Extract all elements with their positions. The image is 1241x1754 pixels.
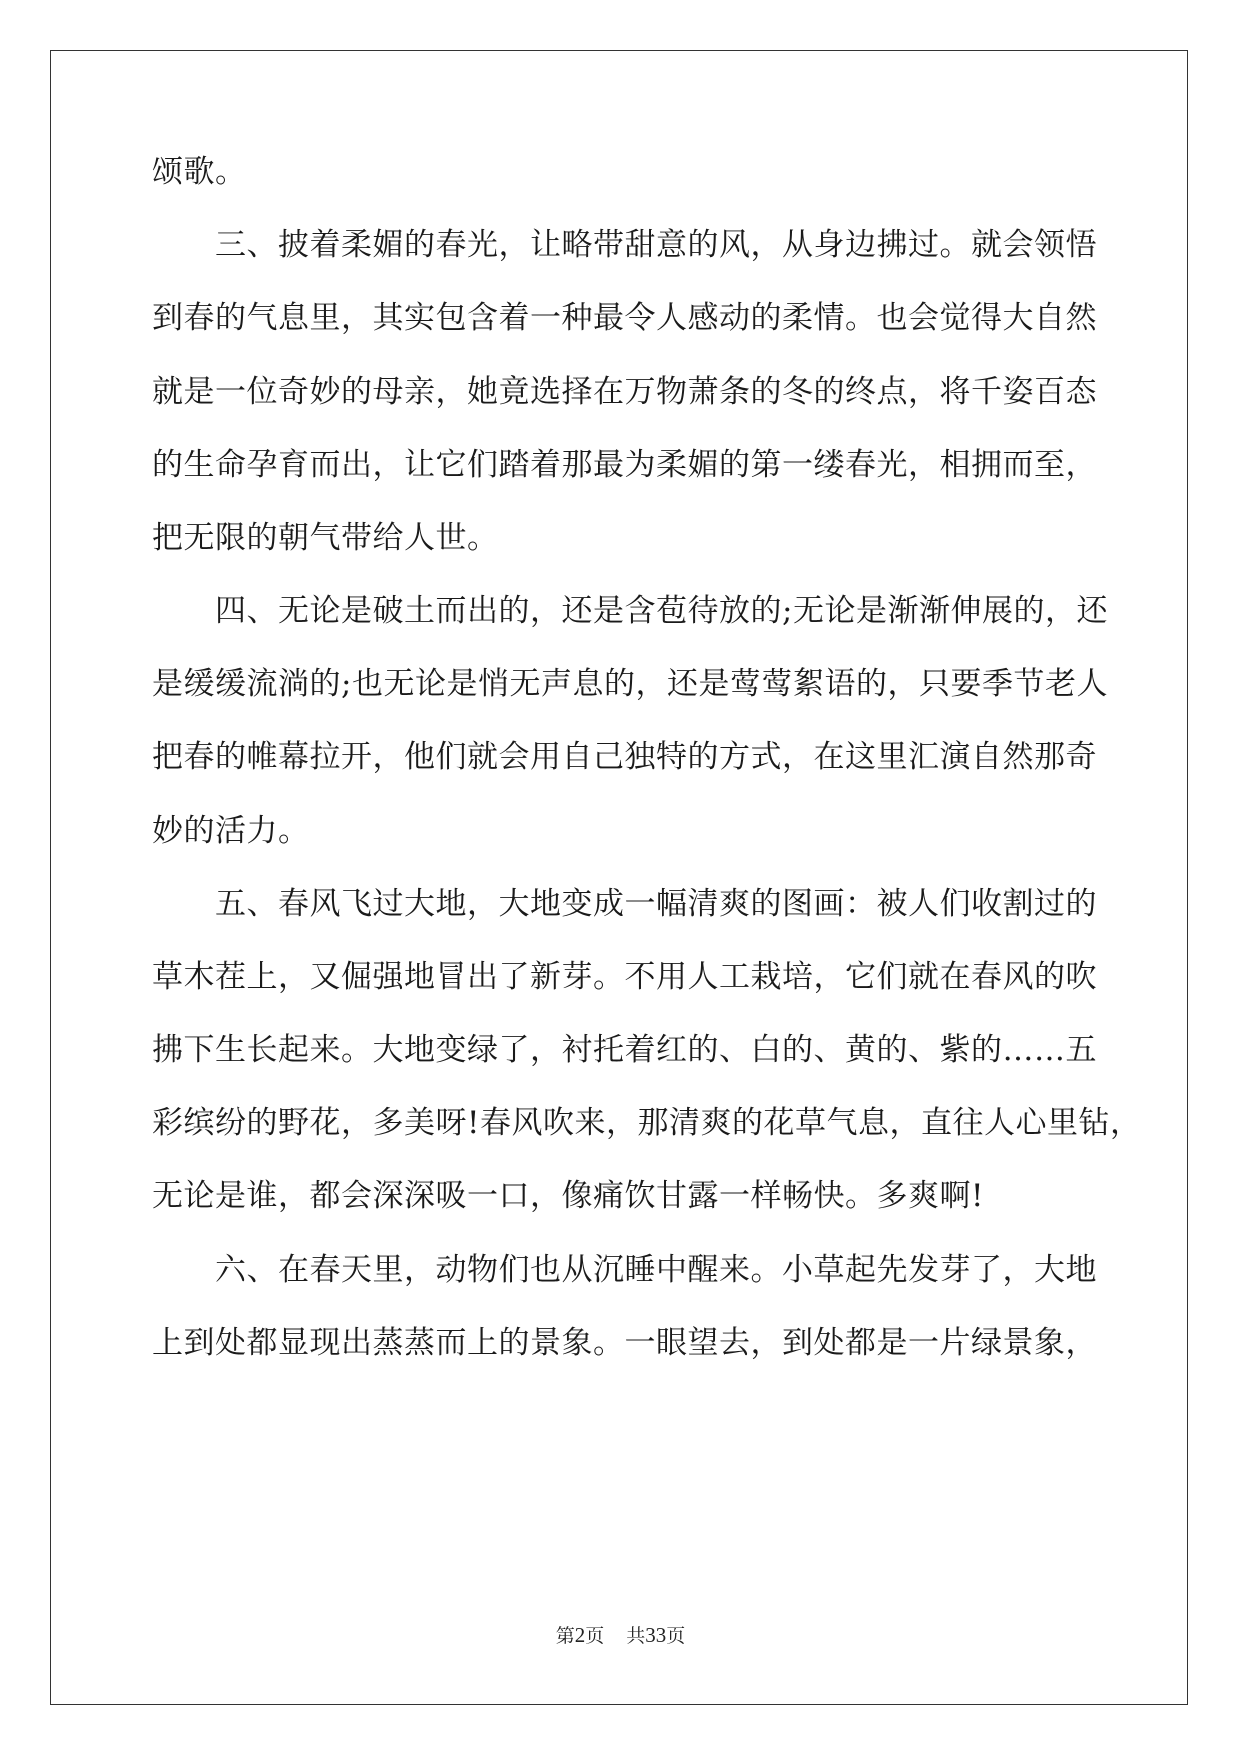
page-footer — [0, 1622, 1241, 1649]
text-line: 颂歌。 — [152, 154, 247, 190]
text-line: 五、春风飞过大地，大地变成一幅清爽的图画：被人们收割过的 — [215, 886, 1097, 922]
total-pages: 33 — [645, 1623, 667, 1647]
total-prefix: 共 — [626, 1625, 646, 1647]
text-line: 彩缤纷的野花，多美呀!春风吹来，那清爽的花草气息，直往人心里钻， — [152, 1105, 1142, 1141]
page-prefix: 第 — [555, 1625, 575, 1647]
total-suffix: 页 — [666, 1625, 686, 1647]
text-line: 四、无论是破土而出的，还是含苞待放的;无论是渐渐伸展的，还 — [215, 593, 1108, 629]
text-line: 拂下生长起来。大地变绿了，衬托着红的、白的、黄的、紫的……五 — [152, 1032, 1097, 1068]
page-suffix: 页 — [585, 1625, 605, 1647]
text-line: 把无限的朝气带给人世。 — [152, 520, 499, 556]
text-line: 六、在春天里，动物们也从沉睡中醒来。小草起先发芽了，大地 — [215, 1252, 1097, 1288]
text-line: 到春的气息里，其实包含着一种最令人感动的柔情。也会觉得大自然 — [152, 300, 1097, 336]
text-line: 上到处都显现出蒸蒸而上的景象。一眼望去，到处都是一片绿景象， — [152, 1325, 1097, 1361]
page-number: 2 — [574, 1623, 586, 1647]
text-line: 把春的帷幕拉开，他们就会用自己独特的方式，在这里汇演自然那奇 — [152, 739, 1097, 775]
text-line: 就是一位奇妙的母亲，她竟选择在万物萧条的冬的终点，将千姿百态 — [152, 374, 1097, 410]
text-line: 的生命孕育而出，让它们踏着那最为柔媚的第一缕春光，相拥而至， — [152, 447, 1097, 483]
text-line: 是缓缓流淌的;也无论是悄无声息的，还是莺莺絮语的，只要季节老人 — [152, 666, 1108, 702]
text-line: 草木茬上，又倔强地冒出了新芽。不用人工栽培，它们就在春风的吹 — [152, 959, 1097, 995]
text-line: 无论是谁，都会深深吸一口，像痛饮甘露一样畅快。多爽啊! — [152, 1178, 984, 1214]
text-line: 妙的活力。 — [152, 813, 310, 849]
text-line: 三、披着柔媚的春光，让略带甜意的风，从身边拂过。就会领悟 — [215, 227, 1097, 263]
